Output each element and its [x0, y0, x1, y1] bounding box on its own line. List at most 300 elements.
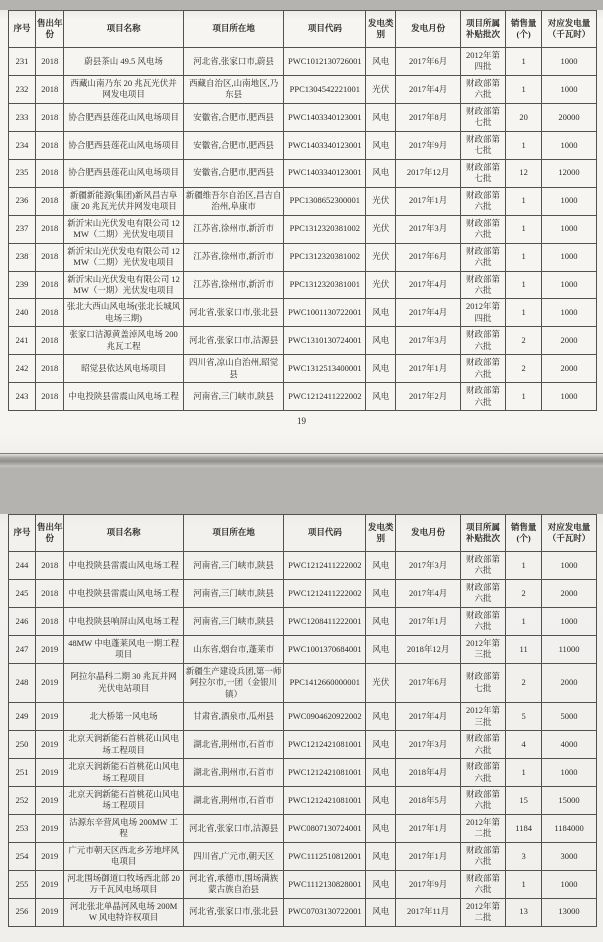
- table-cell: 光伏: [366, 271, 396, 299]
- table-cell: 1000: [542, 48, 597, 76]
- table-cell: 2018: [35, 299, 64, 327]
- table-cell: 安徽省,合肥市,肥西县: [183, 131, 284, 159]
- column-header: 对应发电量（千瓦时）: [542, 515, 597, 552]
- table-cell: 财政部第六批: [460, 355, 505, 383]
- table-cell: 1000: [542, 607, 597, 635]
- table-cell: 蔚县茶山 49.5 风电场: [64, 48, 183, 76]
- table-cell: 2018年12月: [396, 635, 460, 663]
- table-cell: 新疆新能源(集团)新风昌吉阜康 20 兆瓦光伏并网发电项目: [64, 187, 183, 215]
- table-cell: 2018: [35, 159, 64, 187]
- table-cell: 2018: [35, 215, 64, 243]
- table-cell: 252: [9, 786, 36, 814]
- table-row: [9, 703, 597, 731]
- column-header: 项目所在地: [183, 515, 284, 552]
- table-cell: PPC1312320381001: [284, 271, 366, 299]
- table-cell: 2012年第二批: [460, 898, 505, 926]
- table-cell: PWC1112510812001: [284, 842, 366, 870]
- table-cell: 河北省,张家口市,蔚县: [183, 48, 284, 76]
- table-cell: PWC1403340123001: [284, 103, 366, 131]
- column-header: 对应发电量（千瓦时）: [542, 11, 597, 48]
- table-cell: 光伏: [366, 663, 396, 702]
- table-row: [9, 299, 597, 327]
- table-cell: 233: [9, 103, 36, 131]
- table-cell: 2018: [35, 271, 64, 299]
- table-cell: PWC1112130828001: [284, 870, 366, 898]
- table-cell: 新沂宋山光伏发电有限公司 12MW（二期）光伏发电项目: [64, 243, 183, 271]
- column-header: 项目所在地: [183, 11, 284, 48]
- table-cell: 2018: [35, 243, 64, 271]
- table-cell: 255: [9, 870, 36, 898]
- table-row: [9, 759, 597, 787]
- table-cell: 新疆生产建设兵团,第一师阿拉尔市,一团（金银川镇）: [183, 663, 284, 702]
- table-cell: 2019: [35, 635, 64, 663]
- table-cell: 风电: [366, 870, 396, 898]
- table-cell: 张北大西山风电场(张北长城风电场三期): [64, 299, 183, 327]
- table-cell: 2017年12月: [396, 159, 460, 187]
- table-cell: 2000: [542, 579, 597, 607]
- table-cell: 河南省,三门峡市,陕县: [183, 383, 284, 411]
- table-cell: 2018年5月: [396, 786, 460, 814]
- table-cell: PWC1312513400001: [284, 355, 366, 383]
- table-cell: PPC1312320381002: [284, 215, 366, 243]
- table-cell: 2017年6月: [396, 48, 460, 76]
- column-header: 项目代码: [284, 515, 366, 552]
- table-cell: 财政部第六批: [460, 579, 505, 607]
- table-cell: 财政部第七批: [460, 159, 505, 187]
- table-cell: 232: [9, 75, 36, 103]
- table-row: [9, 579, 597, 607]
- table-cell: PWC1310130724001: [284, 327, 366, 355]
- table-cell: 风电: [366, 299, 396, 327]
- table-cell: 2000: [542, 355, 597, 383]
- table-cell: 河北省,承德市,围场满族蒙古族自治县: [183, 870, 284, 898]
- table-cell: 西藏山南乃东 20 兆瓦光伏并网发电项目: [64, 75, 183, 103]
- table-cell: 2017年1月: [396, 814, 460, 842]
- table-cell: 2018: [35, 131, 64, 159]
- table-cell: 2017年4月: [396, 299, 460, 327]
- table-cell: 2: [506, 327, 542, 355]
- table-cell: 湖北省,荆州市,石首市: [183, 759, 284, 787]
- table-cell: 风电: [366, 327, 396, 355]
- table-cell: 1000: [542, 383, 597, 411]
- table-row: [9, 731, 597, 759]
- table-cell: 光伏: [366, 215, 396, 243]
- table-cell: 湖北省,荆州市,石首市: [183, 786, 284, 814]
- table-cell: 河北省,张家口市,沽源县: [183, 327, 284, 355]
- table-cell: 1000: [542, 759, 597, 787]
- table-cell: 2019: [35, 814, 64, 842]
- table-cell: 12000: [542, 159, 597, 187]
- table-cell: 协合肥西县莲花山风电场项目: [64, 131, 183, 159]
- table-cell: 2017年9月: [396, 870, 460, 898]
- table-cell: 风电: [366, 786, 396, 814]
- table-cell: 风电: [366, 103, 396, 131]
- table-cell: PWC1212421081001: [284, 731, 366, 759]
- table-cell: 2017年4月: [396, 75, 460, 103]
- table-cell: 光伏: [366, 75, 396, 103]
- table-cell: 244: [9, 552, 36, 580]
- table-cell: 风电: [366, 159, 396, 187]
- table-cell: 2018: [35, 187, 64, 215]
- table-2-body: [9, 552, 597, 927]
- column-header: 序号: [9, 11, 36, 48]
- table-cell: 1000: [542, 131, 597, 159]
- table-cell: 风电: [366, 635, 396, 663]
- table-cell: 2018: [35, 607, 64, 635]
- table-cell: 中电投陕县响屏山风电场工程: [64, 607, 183, 635]
- table-cell: 财政部第六批: [460, 215, 505, 243]
- table-cell: 2019: [35, 663, 64, 702]
- column-header: 项目所属补贴批次: [460, 515, 505, 552]
- header-row: [9, 515, 597, 552]
- table-cell: 1000: [542, 187, 597, 215]
- column-header: 项目名称: [64, 11, 183, 48]
- table-cell: 财政部第六批: [460, 786, 505, 814]
- table-cell: 254: [9, 842, 36, 870]
- table-cell: 20000: [542, 103, 597, 131]
- table-cell: 1000: [542, 870, 597, 898]
- table-cell: 2018: [35, 75, 64, 103]
- table-cell: PPC1312320381002: [284, 243, 366, 271]
- table-cell: 15: [506, 786, 542, 814]
- table-cell: 2019: [35, 703, 64, 731]
- table-cell: 2019: [35, 759, 64, 787]
- table-cell: 4: [506, 731, 542, 759]
- table-cell: 1000: [542, 552, 597, 580]
- table-cell: 1: [506, 187, 542, 215]
- column-header: 发电类别: [366, 515, 396, 552]
- table-row: [9, 215, 597, 243]
- table-cell: PWC1212421081001: [284, 786, 366, 814]
- table-cell: PWC1208411222001: [284, 607, 366, 635]
- table-cell: PWC1012130726001: [284, 48, 366, 76]
- table-cell: 3000: [542, 842, 597, 870]
- table-row: [9, 355, 597, 383]
- table-cell: 甘肃省,酒泉市,瓜州县: [183, 703, 284, 731]
- table-cell: 241: [9, 327, 36, 355]
- table-cell: 财政部第六批: [460, 271, 505, 299]
- table-cell: 财政部第六批: [460, 607, 505, 635]
- table-row: [9, 75, 597, 103]
- table-cell: 2000: [542, 663, 597, 702]
- table-cell: 协合肥西县莲花山风电场项目: [64, 159, 183, 187]
- table-cell: 1184000: [542, 814, 597, 842]
- table-row: [9, 383, 597, 411]
- table-cell: 1000: [542, 243, 597, 271]
- table-row: [9, 159, 597, 187]
- table-cell: 13000: [542, 898, 597, 926]
- table-cell: 2019: [35, 731, 64, 759]
- table-cell: 1: [506, 299, 542, 327]
- table-cell: 安徽省,合肥市,肥西县: [183, 103, 284, 131]
- column-header: 发电月份: [396, 515, 460, 552]
- table-cell: 11000: [542, 635, 597, 663]
- page-number: 19: [297, 416, 306, 427]
- table-cell: PWC1212421081001: [284, 759, 366, 787]
- table-cell: 中电投陕县雷震山风电场工程: [64, 383, 183, 411]
- table-cell: 河北省,张家口市,沽源县: [183, 814, 284, 842]
- table-cell: 2017年4月: [396, 703, 460, 731]
- table-cell: 2017年2月: [396, 383, 460, 411]
- table-cell: 1000: [542, 299, 597, 327]
- table-cell: 20: [506, 103, 542, 131]
- table-cell: 239: [9, 271, 36, 299]
- table-cell: 财政部第六批: [460, 327, 505, 355]
- table-cell: 1: [506, 48, 542, 76]
- table-cell: 财政部第七批: [460, 103, 505, 131]
- table-cell: 2012年第二批: [460, 814, 505, 842]
- table-cell: 江苏省,徐州市,新沂市: [183, 271, 284, 299]
- table-cell: 2017年9月: [396, 131, 460, 159]
- table-cell: 248: [9, 663, 36, 702]
- table-cell: 2017年4月: [396, 271, 460, 299]
- column-header: 项目代码: [284, 11, 366, 48]
- table-cell: 2: [506, 355, 542, 383]
- table-cell: 风电: [366, 731, 396, 759]
- table-cell: 2018: [35, 103, 64, 131]
- table-cell: PWC1403340123001: [284, 131, 366, 159]
- column-header: 发电类别: [366, 11, 396, 48]
- table-row: [9, 243, 597, 271]
- table-row: [9, 187, 597, 215]
- table-cell: 新疆维吾尔自治区,昌吉自治州,阜康市: [183, 187, 284, 215]
- table-cell: 新沂宋山光伏发电有限公司 12MW（二期）光伏发电项目: [64, 215, 183, 243]
- table-cell: 2017年11月: [396, 898, 460, 926]
- table-cell: 4000: [542, 731, 597, 759]
- table-cell: 2019: [35, 842, 64, 870]
- column-header: 售出年份: [35, 11, 64, 48]
- table-cell: 1000: [542, 271, 597, 299]
- column-header: 序号: [9, 515, 36, 552]
- column-header: 销售量(个): [506, 11, 542, 48]
- table-row: [9, 103, 597, 131]
- table-cell: 2017年6月: [396, 243, 460, 271]
- table-cell: 河北围场御道口牧场西北部 20 万千瓦风电场项目: [64, 870, 183, 898]
- table-cell: 财政部第七批: [460, 131, 505, 159]
- table-cell: 风电: [366, 607, 396, 635]
- column-header: 发电月份: [396, 11, 460, 48]
- table-cell: 阿拉尔晶科二期 30 兆瓦并网光伏电站项目: [64, 663, 183, 702]
- table-cell: 风电: [366, 898, 396, 926]
- table-row: [9, 842, 597, 870]
- table-cell: 256: [9, 898, 36, 926]
- table-cell: 河南省,三门峡市,陕县: [183, 579, 284, 607]
- table-cell: 风电: [366, 48, 396, 76]
- table-row: [9, 327, 597, 355]
- table-cell: 1: [506, 759, 542, 787]
- table-row: [9, 552, 597, 580]
- table-cell: 财政部第六批: [460, 842, 505, 870]
- table-cell: PWC1001370684001: [284, 635, 366, 663]
- table-cell: 2017年1月: [396, 355, 460, 383]
- table-cell: 广元市朝天区西北乡芳地坪风电项目: [64, 842, 183, 870]
- table-cell: 249: [9, 703, 36, 731]
- table-cell: 1: [506, 552, 542, 580]
- table-cell: 风电: [366, 703, 396, 731]
- table-cell: 2012年第三批: [460, 635, 505, 663]
- table-row: [9, 131, 597, 159]
- column-header: 项目所属补贴批次: [460, 11, 505, 48]
- table-cell: 北京天润新能石首桃花山风电场工程项目: [64, 759, 183, 787]
- table-cell: 3: [506, 842, 542, 870]
- table-cell: 1: [506, 131, 542, 159]
- table-cell: 2000: [542, 327, 597, 355]
- table-cell: 2017年4月: [396, 579, 460, 607]
- table-cell: 新沂宋山光伏发电有限公司 12MW（一期）光伏发电项目: [64, 271, 183, 299]
- table-cell: 2: [506, 579, 542, 607]
- table-cell: 光伏: [366, 187, 396, 215]
- table-cell: 北大桥第一风电场: [64, 703, 183, 731]
- table-cell: 河北张北单晶河风电场 200MW 风电特许权项目: [64, 898, 183, 926]
- table-cell: 西藏自治区,山南地区,乃东县: [183, 75, 284, 103]
- column-header: 售出年份: [35, 515, 64, 552]
- table-cell: 风电: [366, 814, 396, 842]
- table-cell: 河南省,三门峡市,陕县: [183, 552, 284, 580]
- table-row: [9, 870, 597, 898]
- table-cell: 2018: [35, 327, 64, 355]
- document-page-2: [0, 514, 603, 942]
- table-1-body: [9, 48, 597, 411]
- table-cell: 2018: [35, 552, 64, 580]
- column-header: 项目名称: [64, 515, 183, 552]
- table-cell: PWC1403340123001: [284, 159, 366, 187]
- table-cell: 240: [9, 299, 36, 327]
- table-cell: 1184: [506, 814, 542, 842]
- table-cell: 2012年第三批: [460, 703, 505, 731]
- table-cell: 2019: [35, 898, 64, 926]
- table-cell: 231: [9, 48, 36, 76]
- table-cell: 2018: [35, 355, 64, 383]
- table-cell: 风电: [366, 552, 396, 580]
- table-cell: 246: [9, 607, 36, 635]
- table-cell: 1: [506, 383, 542, 411]
- table-cell: 财政部第六批: [460, 731, 505, 759]
- table-cell: 中电投陕县雷震山风电场工程: [64, 579, 183, 607]
- table-cell: 2018: [35, 579, 64, 607]
- table-row: [9, 898, 597, 926]
- table-cell: 234: [9, 131, 36, 159]
- table-cell: 5000: [542, 703, 597, 731]
- table-cell: 235: [9, 159, 36, 187]
- table-cell: 财政部第六批: [460, 552, 505, 580]
- table-cell: 238: [9, 243, 36, 271]
- table-cell: 风电: [366, 355, 396, 383]
- table-cell: 湖北省,荆州市,石首市: [183, 731, 284, 759]
- table-cell: 昭觉县依达风电场项目: [64, 355, 183, 383]
- column-header: 销售量(个): [506, 515, 542, 552]
- table-cell: 12: [506, 159, 542, 187]
- certificate-sales-table-1: [8, 10, 597, 411]
- table-cell: 2017年3月: [396, 215, 460, 243]
- table-cell: PWC0807130724001: [284, 814, 366, 842]
- table-cell: 1: [506, 215, 542, 243]
- document-page-1: [0, 10, 603, 453]
- table-cell: 江苏省,徐州市,新沂市: [183, 215, 284, 243]
- table-row: [9, 814, 597, 842]
- table-cell: 江苏省,徐州市,新沂市: [183, 243, 284, 271]
- table-cell: 1: [506, 271, 542, 299]
- table-cell: 财政部第六批: [460, 383, 505, 411]
- table-cell: 2017年1月: [396, 842, 460, 870]
- table-cell: 237: [9, 215, 36, 243]
- table-cell: PWC1212411222002: [284, 579, 366, 607]
- table-cell: PWC1212411222002: [284, 383, 366, 411]
- table-cell: 财政部第六批: [460, 759, 505, 787]
- table-cell: 2017年1月: [396, 607, 460, 635]
- certificate-sales-table-2: [8, 514, 597, 927]
- table-cell: 四川省,凉山自治州,昭觉县: [183, 355, 284, 383]
- table-cell: 251: [9, 759, 36, 787]
- table-row: [9, 663, 597, 702]
- table-cell: 2017年3月: [396, 327, 460, 355]
- table-cell: 5: [506, 703, 542, 731]
- table-cell: 13: [506, 898, 542, 926]
- table-cell: 2017年3月: [396, 731, 460, 759]
- table-cell: 2012年第四批: [460, 299, 505, 327]
- table-cell: 11: [506, 635, 542, 663]
- table-cell: 2019: [35, 870, 64, 898]
- table-cell: PPC1304542221001: [284, 75, 366, 103]
- table-cell: 财政部第七批: [460, 663, 505, 702]
- table-cell: 风电: [366, 842, 396, 870]
- table-cell: 风电: [366, 383, 396, 411]
- table-cell: 2017年3月: [396, 552, 460, 580]
- table-cell: 风电: [366, 131, 396, 159]
- table-cell: PWC0703130722001: [284, 898, 366, 926]
- table-cell: 242: [9, 355, 36, 383]
- table-cell: 2017年8月: [396, 103, 460, 131]
- table-cell: 2019: [35, 786, 64, 814]
- page-break-divider: [0, 453, 603, 468]
- table-row: [9, 271, 597, 299]
- table-cell: 财政部第六批: [460, 187, 505, 215]
- table-cell: 沽源东辛营风电场 200MW 工程: [64, 814, 183, 842]
- table-cell: 山东省,烟台市,蓬莱市: [183, 635, 284, 663]
- table-cell: 245: [9, 579, 36, 607]
- table-1-header: [9, 11, 597, 48]
- table-cell: 财政部第六批: [460, 870, 505, 898]
- table-cell: 1000: [542, 75, 597, 103]
- table-cell: 2017年6月: [396, 663, 460, 702]
- table-cell: 协合肥西县莲花山风电场项目: [64, 103, 183, 131]
- table-cell: 1000: [542, 215, 597, 243]
- table-cell: 安徽省,合肥市,肥西县: [183, 159, 284, 187]
- table-cell: 1: [506, 75, 542, 103]
- table-cell: 15000: [542, 786, 597, 814]
- table-cell: 2018: [35, 48, 64, 76]
- table-cell: 风电: [366, 579, 396, 607]
- table-cell: 河北省,张家口市,张北县: [183, 299, 284, 327]
- table-cell: 河北省,张家口市,张北县: [183, 898, 284, 926]
- table-cell: 1: [506, 870, 542, 898]
- table-cell: 张家口洁源黄盖淖风电场 200 兆瓦工程: [64, 327, 183, 355]
- table-cell: 北京天润新能石首桃花山风电场工程项目: [64, 731, 183, 759]
- table-cell: PWC1001130722001: [284, 299, 366, 327]
- table-row: [9, 786, 597, 814]
- table-cell: 247: [9, 635, 36, 663]
- table-cell: 北京天润新能石首桃花山风电场工程项目: [64, 786, 183, 814]
- table-cell: 253: [9, 814, 36, 842]
- table-cell: 河南省,三门峡市,陕县: [183, 607, 284, 635]
- table-2-header: [9, 515, 597, 552]
- table-cell: 2012年第四批: [460, 48, 505, 76]
- table-cell: 2018: [35, 383, 64, 411]
- table-cell: 2: [506, 663, 542, 702]
- table-row: [9, 48, 597, 76]
- table-cell: 光伏: [366, 243, 396, 271]
- table-cell: 1: [506, 607, 542, 635]
- table-row: [9, 635, 597, 663]
